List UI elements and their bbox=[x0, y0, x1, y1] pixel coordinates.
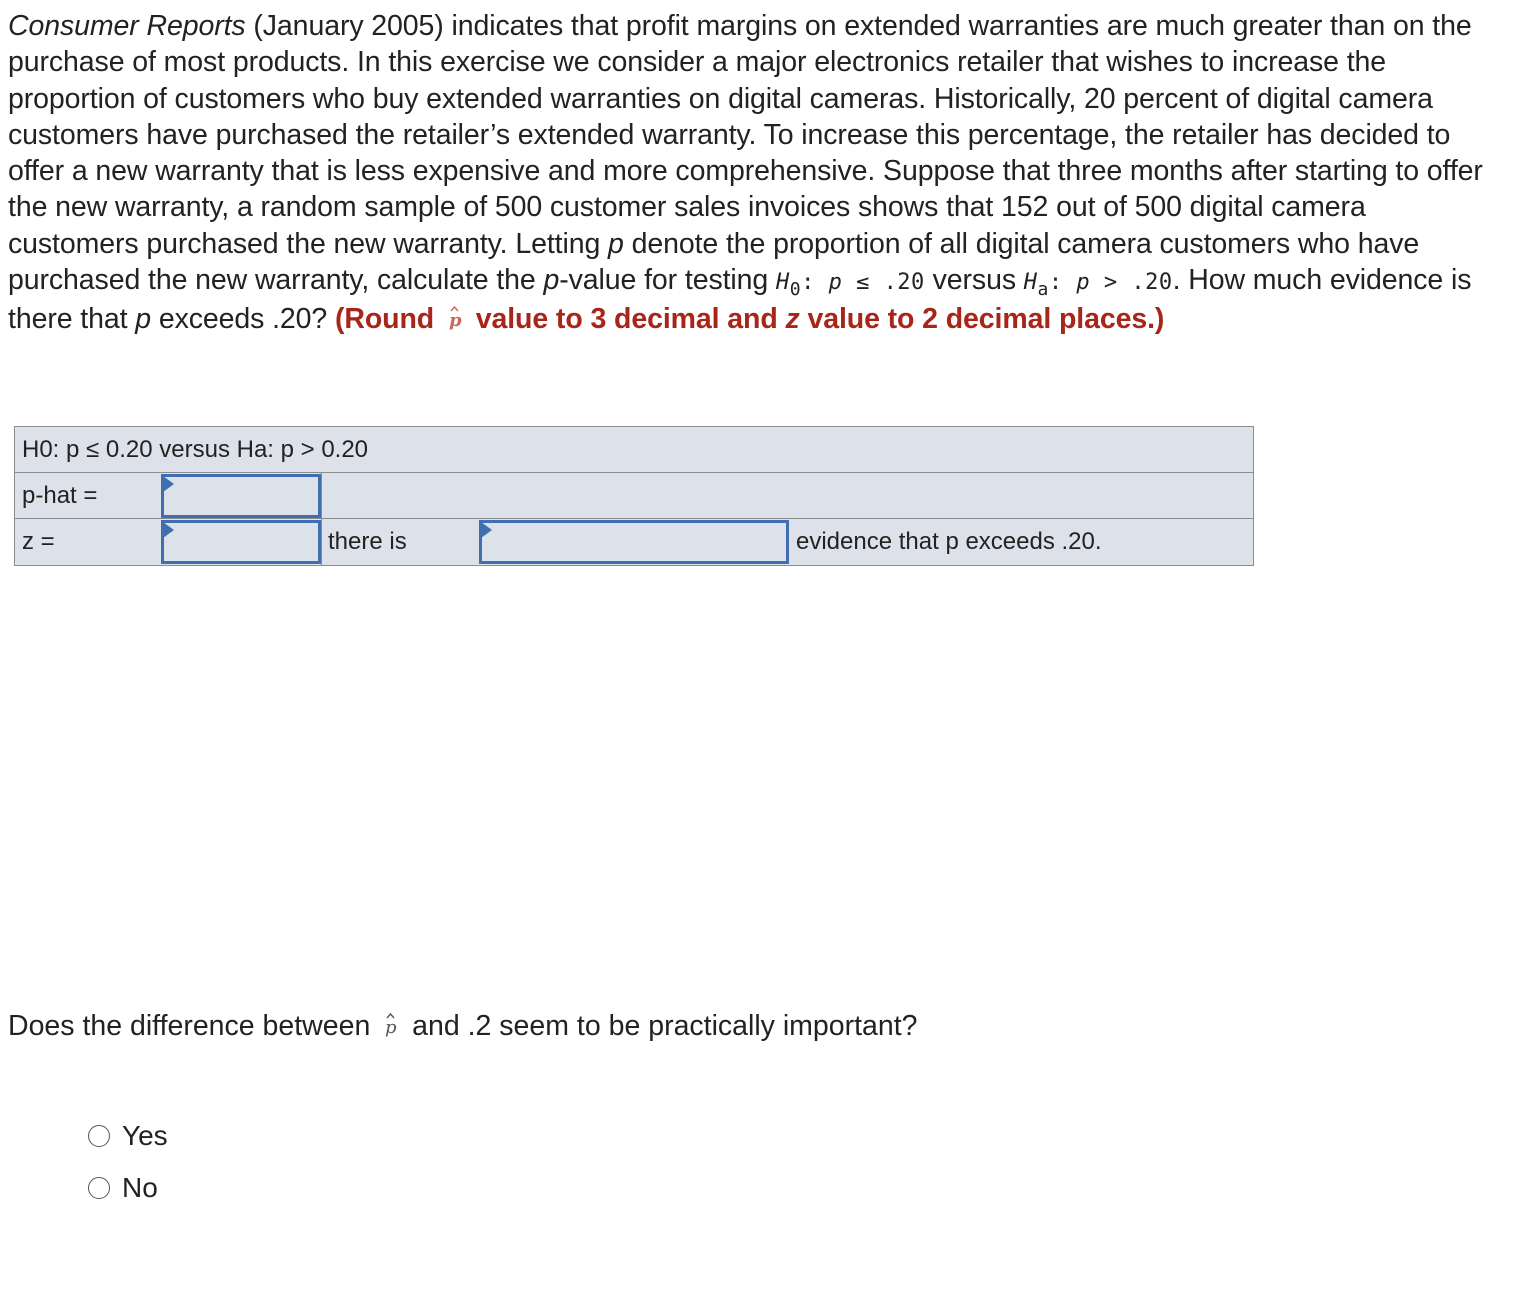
practical-importance-question: Does the difference between p and .2 seem to be practically important? bbox=[8, 1010, 918, 1042]
z-row bbox=[15, 519, 1253, 565]
z-label: z = bbox=[22, 528, 55, 555]
rounding-instruction: (Round p value to 3 decimal and z value to 2 decimal places.) bbox=[334, 303, 1165, 336]
answer-table bbox=[14, 426, 1254, 566]
evidence-text: evidence that p exceeds .20. bbox=[796, 528, 1102, 555]
svg-text:p: p bbox=[448, 310, 462, 331]
input-flag-icon bbox=[163, 476, 174, 492]
z-input[interactable] bbox=[161, 520, 321, 564]
input-flag-icon bbox=[163, 522, 174, 538]
answer-choices bbox=[88, 1110, 168, 1214]
phat-row bbox=[15, 473, 1253, 519]
evidence-dropdown[interactable] bbox=[479, 520, 789, 564]
option-no[interactable] bbox=[88, 1162, 168, 1214]
radio-button-icon[interactable] bbox=[88, 1125, 110, 1147]
p-hat-symbol-icon bbox=[378, 1011, 404, 1037]
radio-button-icon[interactable] bbox=[88, 1177, 110, 1199]
phat-input[interactable] bbox=[161, 474, 321, 518]
p-hat-symbol-icon bbox=[442, 304, 468, 330]
table-header-row bbox=[15, 427, 1253, 473]
svg-text:p: p bbox=[385, 1017, 397, 1037]
null-hypothesis: $H_0$: p ≤ .20 bbox=[775, 270, 925, 301]
source-title: Consumer Reports bbox=[8, 10, 246, 42]
phat-label: p-hat = bbox=[22, 482, 98, 509]
option-label: No bbox=[122, 1172, 158, 1203]
alternative-hypothesis: $H_a$: p > .20 bbox=[1023, 270, 1173, 301]
input-flag-icon bbox=[481, 522, 492, 538]
option-yes[interactable] bbox=[88, 1110, 168, 1162]
question-text: Consumer Reports (January 2005) indicates that profit margins on extended warranties are much greater than on the purchase of most products. In this exercise we consider a major electronics retailer that wishes to increase the proportion of customers who buy extended warranties on digital cameras. Historically, 20 percent of digital camera customers have purchased the retailer’s extended warranty. To increase this percentage, the retailer has decided to offer a new warranty that is less expensive and more comprehensive. Suppose that three months after starting to offer the new warranty, a random sample of 500 customer sales invoices shows that 152 out of 500 digital camera customers purchased the new warranty. Letting p denote the proportion of all digital camera customers who have purchased the new warranty, calculate the p-value for testing $H_0$: p ≤ .20 versus $H_a$: p > .20. How much evidence is there that p exceeds .20? (Round p value to 3 decimal and z value to 2 decimal places.) bbox=[8, 10, 1483, 336]
hypothesis-header: H0: p ≤ 0.20 versus Ha: p > 0.20 bbox=[22, 436, 369, 463]
there-is-label: there is bbox=[328, 528, 407, 555]
option-label: Yes bbox=[122, 1120, 168, 1151]
